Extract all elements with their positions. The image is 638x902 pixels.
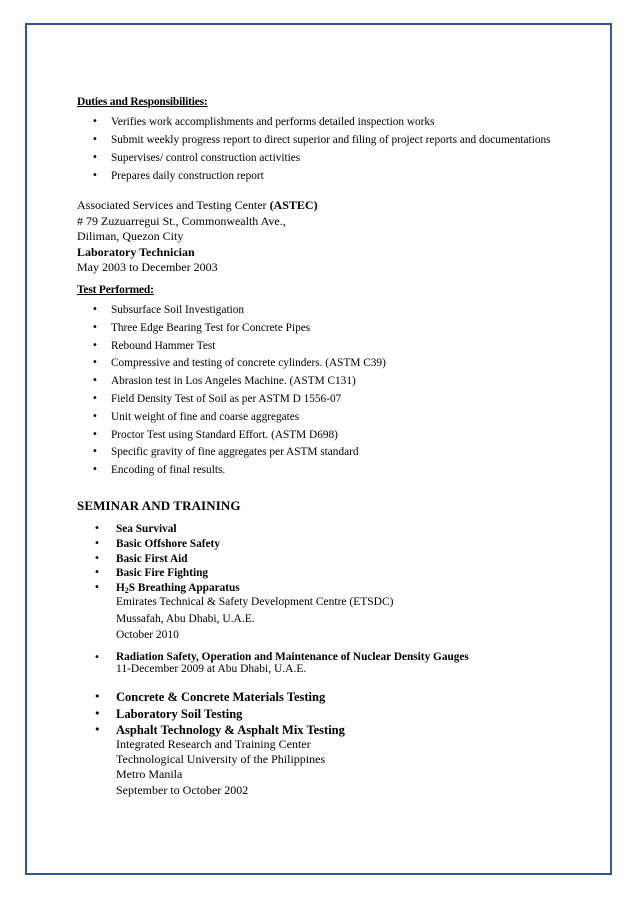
list-item: • Asphalt Technology & Asphalt Mix Testing [116,722,345,739]
duties-heading: Duties and Responsibilities: [77,96,208,108]
list-item: • Supervises/ control construction activities [111,149,551,167]
list-item: • Submit weekly progress report to direct superior and filing of project reports and documentations [111,131,551,149]
list-item: • Basic First Aid [116,552,240,567]
training-location: Metro Manila [116,767,183,782]
list-item: • Laboratory Soil Testing [116,706,345,723]
seminar-group3-list [116,689,345,739]
list-item: • Subsurface Soil Investigation [111,301,386,319]
list-item: • Unit weight of fine and coarse aggregates [111,408,386,426]
list-item: • Encoding of final results. [111,461,386,479]
list-item: • Specific gravity of fine aggregates per ASTM standard [111,443,386,461]
training-date: October 2010 [116,629,179,641]
list-item-h2s: • $H_2S$ Breathing Apparatus [116,581,240,596]
seminar-section-title: SEMINAR AND TRAINING [77,498,241,513]
list-item: • Rebound Hammer Test [111,337,386,355]
list-item: • Basic Offshore Safety [116,537,240,552]
list-item: • Radiation Safety, Operation and Maintenance of Nuclear Density Gauges [116,650,469,665]
tests-heading: Test Performed: [77,284,154,296]
list-item: • Proctor Test using Standard Effort. (ASTM D698) [111,426,386,444]
list-item: • Prepares daily construction report [111,167,551,185]
training-provider: Integrated Research and Training Center [116,737,311,751]
tests-list [111,301,386,479]
employer-name: Associated Services and Testing Center (ASTEC) [77,198,318,212]
list-item: • Concrete & Concrete Materials Testing [116,689,345,706]
list-item: • Abrasion test in Los Angeles Machine. (ASTM C131) [111,372,386,390]
list-item: • Field Density Test of Soil as per ASTM D 1556-07 [111,390,386,408]
employer-address-line2: Diliman, Quezon City [77,229,184,244]
seminar-group1-list [116,522,240,596]
list-item: • Verifies work accomplishments and performs detailed inspection works [111,113,551,131]
training-location: Mussafah, Abu Dhabi, U.A.E. [116,612,255,625]
list-item: • Basic Fire Fighting [116,566,240,581]
employer-block [77,198,318,276]
list-item: • Compressive and testing of concrete cylinders. (ASTM C39) [111,354,386,372]
seminar-group2-detail: 11-December 2009 at Abu Dhabi, U.A.E. [116,663,307,675]
training-provider: Emirates Technical & Safety Development Centre (ETSDC) [116,596,394,608]
training-date: September to October 2002 [116,782,249,797]
seminar-group3-details [116,737,325,798]
seminar-group1-details [116,594,393,644]
list-item: • Three Edge Bearing Test for Concrete Pipes [111,319,386,337]
training-institution: Technological University of the Philippines [116,752,326,767]
list-item: • Sea Survival [116,522,240,537]
employer-address-line1: # 79 Zuzuarregui St., Commonwealth Ave., [77,213,286,228]
duties-list [111,113,551,185]
job-period: May 2003 to December 2003 [77,260,218,275]
job-position: Laboratory Technician [77,244,195,259]
